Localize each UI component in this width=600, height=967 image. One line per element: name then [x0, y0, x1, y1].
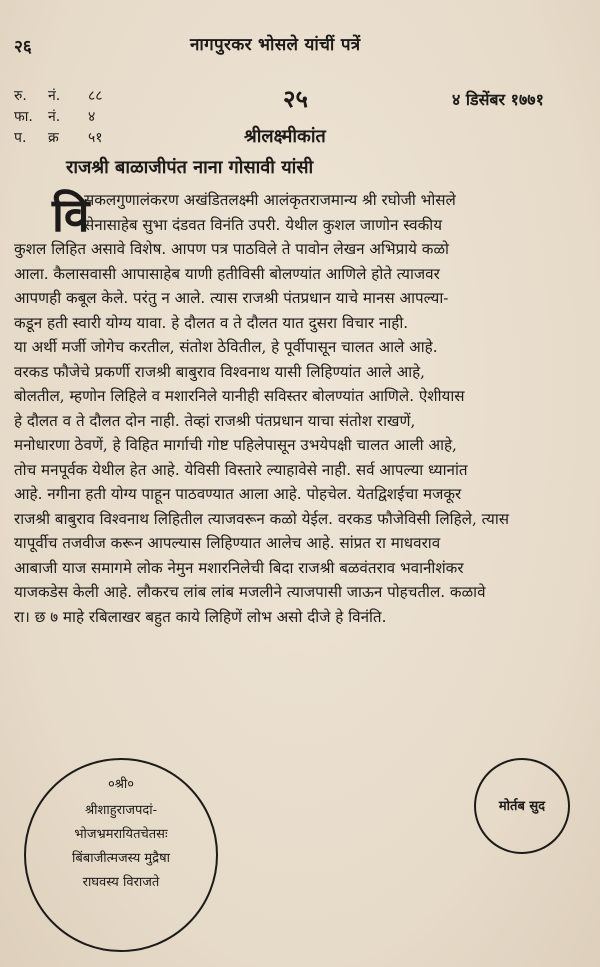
body-line: याजकडेस केली आहे. लौकरच लांब लांब मजलीने त्याजपासी जाऊन पोहचतील. कळावे [14, 583, 486, 601]
body-line: आपणही कबूल केले. परंतु न आले. त्यास राजश्री पंतप्रधान याचे मानस आपल्या- [14, 289, 449, 307]
body-line: तोच मनपूर्वक येथील हेत आहे. येविसी विस्तारे ल्याहावेसे नाही. सर्व आपल्या ध्यानांत [14, 460, 468, 479]
body-line: कुशल लिहित असावे विशेष. आपण पत्र पाठविले ते पावोन लेखन अभिप्राये कळो [14, 240, 449, 258]
reference-label: प. [14, 130, 27, 146]
royal-seal [24, 758, 218, 952]
salutation: राजश्री बाळाजीपंत नाना गोसावी यांसी [66, 157, 314, 178]
body-line: राजश्री बाबुराव विश्वनाथ लिहितील त्याजवरून कळो येईल. वरकड फौजेविसी लिहिले, त्यास [14, 509, 510, 528]
seal-line: ०श्री० [107, 777, 135, 792]
body-line: बोलतील, म्हणोन लिहिले व मशारनिले यानीही सविस्तर बोलण्यांत आणिले. ऐशीयास [14, 387, 465, 405]
drop-cap: वि [52, 188, 90, 242]
seal-line: बिंबाजीत्मजस्य मुद्रैषा [72, 851, 170, 866]
reference-value: ५१ [88, 130, 103, 146]
running-head: नागपुरकर भोसले यांचीं पत्रें [190, 35, 361, 55]
letter-number: २५ [283, 84, 308, 113]
body-line: रा। छ ७ माहे रबिलाखर बहुत काये लिहिणें लोभ असो दीजे हे विनंति. [14, 607, 387, 626]
body-line: सेनासाहेब सुभा दंडवत विनंति उपरी. येथील कुशल जाणोन स्वकीय [84, 215, 443, 234]
body-line: आहे. नगीना हती योग्य पाहून पाठवण्यात आला आहे. पोहचेल. येतद्विशईचा मजकूर [14, 485, 462, 503]
body-line: कडून हती स्वारी योग्य यावा. हे दौलत व ते दौलत यात दुसरा विचार नाही. [14, 313, 409, 332]
seal-line: राघवस्य विराजते [82, 875, 160, 890]
seal-line: भोजभ्रमरायितचेतसः [74, 827, 168, 842]
reference-sub: क्र [48, 130, 59, 146]
seal-line: श्रीशाहुराजपदां- [84, 803, 158, 818]
reference-value: ८८ [88, 88, 103, 104]
reference-value: ४ [88, 109, 96, 125]
body-line: आबाजी याज समागमे लोक नेमुन मशारनिलेची बिदा राजश्री बळवंतराव भवानीशंकर [14, 558, 464, 577]
letter-date: ४ डिसेंबर १७७१ [452, 90, 544, 109]
reference-label: रु. [14, 88, 27, 104]
reference-line [14, 86, 103, 105]
reference-line [14, 107, 95, 126]
invocation: श्रीलक्ष्मीकांत [244, 126, 326, 147]
body-line: सकलगुणालंकरण अखंडितलक्ष्मी आलंकृतराजमान्य श्री रघोजी भोसले [84, 191, 456, 209]
seal-text: मोर्तब सुद [498, 799, 546, 814]
page-number: २६ [14, 37, 32, 57]
reference-sub: नं. [48, 88, 61, 104]
approval-seal [474, 758, 570, 854]
body-line: या अर्थी मर्जी जोगेच करतील, संतोश ठेवितील, हे पूर्वीपासून चालत आले आहे. [14, 338, 438, 356]
reference-line [14, 128, 103, 147]
body-line: हे दौलत व ते दौलत दोन नाही. तेव्हां राजश्री पंतप्रधान याचा संतोश राखणें, [14, 411, 416, 430]
letter-body [14, 188, 586, 629]
reference-sub: नं. [48, 109, 61, 125]
body-line: आला. कैलासवासी आपासाहेब याणी हतीविसी बोलण्यांत आणिले होते त्याजवर [14, 264, 440, 283]
reference-label: फा. [14, 109, 33, 125]
body-line: यापूर्वीच तजवीज करून आपल्यास लिहिण्यात आलेच आहे. सांप्रत रा माधवराव [14, 534, 441, 552]
body-line: मनोधारणा ठेवणें, हे विहित मार्गाची गोष्ट पहिलेपासून उभयेपक्षी चालत आली आहे, [14, 436, 457, 454]
body-line: वरकड फौजेचे प्रकर्णी राजश्री बाबुराव विश्वनाथ यासी लिहिण्यांत आले आहे, [14, 362, 425, 381]
